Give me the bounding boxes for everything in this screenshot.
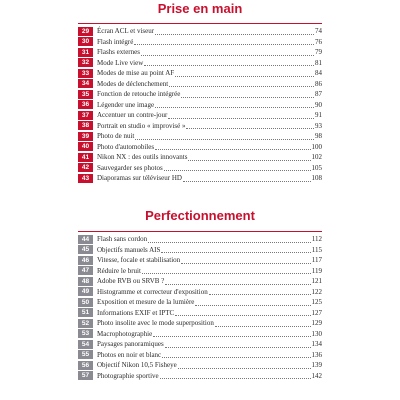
page-number: 112 [311,235,322,244]
dot-leader [164,164,311,171]
dot-leader [188,154,310,161]
chapter-number-badge: 53 [78,329,93,338]
chapter-number-badge: 34 [78,79,93,88]
chapter-title: Sauvegarder ses photos [97,163,163,172]
dot-leader [161,246,310,253]
dot-leader [175,70,314,77]
section-divider [78,23,322,24]
chapter-number-badge: 32 [78,58,93,67]
dot-leader [148,236,311,243]
page-number: 100 [311,142,322,151]
page-number: 129 [311,319,322,328]
chapter-title: Exposition et mesure de la lumière [97,298,195,307]
chapter-title: Photo d'automobiles [97,142,155,151]
dot-leader [153,330,310,337]
chapter-number-badge: 38 [78,121,93,130]
dot-leader [160,372,311,379]
page-number: 105 [311,163,322,172]
toc-entry [78,131,322,142]
chapter-number-badge: 35 [78,90,93,99]
page-number: 115 [311,245,322,254]
toc-entry [78,287,322,298]
chapter-number-badge: 52 [78,319,93,328]
page-number: 91 [315,111,322,120]
toc-entry [78,339,322,350]
toc-entry [78,163,322,174]
toc-entry [78,79,322,90]
chapter-number-badge: 31 [78,48,93,57]
chapter-title: Portrait en studio « improvisé » [97,121,186,130]
chapter-title: Objectifs manuels AIS [97,245,161,254]
chapter-number-badge: 54 [78,340,93,349]
page-number: 74 [315,27,322,36]
dot-leader [186,122,314,129]
dot-leader [141,49,314,56]
dot-leader [165,278,310,285]
chapter-title: Vitesse, focale et stabilisation [97,256,181,265]
chapter-number-badge: 43 [78,174,93,183]
chapter-title: Histogramme et correcteur d'exposition [97,287,208,296]
chapter-number-badge: 44 [78,235,93,244]
chapter-title: Flashs externes [97,48,140,57]
chapter-number-badge: 49 [78,287,93,296]
chapter-number-badge: 41 [78,153,93,162]
section-divider [78,231,322,232]
chapter-number-badge: 29 [78,27,93,36]
chapter-title: Fonction de retouche intégrée [97,90,181,99]
dot-leader [134,38,314,45]
chapter-number-badge: 55 [78,350,93,359]
chapter-number-badge: 57 [78,371,93,380]
chapter-number-badge: 48 [78,277,93,286]
page-number: 119 [311,266,322,275]
dot-leader [155,28,314,35]
page-number: 84 [315,69,322,78]
page-number: 86 [315,79,322,88]
page-number: 87 [315,90,322,99]
dot-leader [181,257,311,264]
page-number: 136 [311,350,322,359]
toc-entry [78,276,322,287]
chapter-number-badge: 56 [78,361,93,370]
dot-leader [155,101,314,108]
toc-entry [78,173,322,184]
page-number: 79 [315,48,322,57]
dot-leader [144,59,314,66]
chapter-number-badge: 39 [78,132,93,141]
page-number: 127 [311,308,322,317]
page-number: 117 [311,256,322,265]
toc-entry [78,245,322,256]
chapter-title: Légender une image [97,100,155,109]
chapter-title: Accentuer un contre-jour [97,111,168,120]
section-title-perfectionnement: Perfectionnement [145,208,255,223]
dot-leader [215,320,311,327]
chapter-title: Nikon NX : des outils innovants [97,153,188,162]
section-title-prise-en-main: Prise en main [157,1,243,16]
dot-leader [209,288,311,295]
page-number: 98 [315,132,322,141]
chapter-number-badge: 45 [78,245,93,254]
toc-entry [78,360,322,371]
toc-entry [78,110,322,121]
page-number: 108 [311,174,322,183]
chapter-title: Photo insolite avec le mode superposition [97,319,214,328]
chapter-title: Mode Live view [97,58,144,67]
dot-leader [183,175,311,182]
dot-leader [178,362,311,369]
chapter-title: Photographie sportive [97,371,159,380]
chapter-number-badge: 37 [78,111,93,120]
page-number: 76 [315,37,322,46]
dot-leader [162,351,310,358]
toc-entry [78,89,322,100]
dot-leader [155,143,310,150]
page-number: 122 [311,287,322,296]
toc-entry [78,58,322,69]
page-number: 134 [311,340,322,349]
toc-entry [78,329,322,340]
chapter-title: Réduire le bruit [97,266,141,275]
chapter-title: Photos en noir et blanc [97,350,162,359]
page-number: 142 [311,371,322,380]
chapter-number-badge: 30 [78,37,93,46]
chapter-title: Flash sans cordon [97,235,148,244]
chapter-number-badge: 36 [78,100,93,109]
toc-entry [78,26,322,37]
chapter-number-badge: 33 [78,69,93,78]
toc-entry [78,255,322,266]
toc-section-prise-en-main [78,23,322,184]
dot-leader [142,267,311,274]
chapter-number-badge: 42 [78,163,93,172]
chapter-title: Diaporamas sur téléviseur HD [97,174,182,183]
page-number: 90 [315,100,322,109]
page-number: 139 [311,361,322,370]
chapter-number-badge: 40 [78,142,93,151]
page-number: 130 [311,329,322,338]
toc-entry [78,318,322,329]
chapter-number-badge: 50 [78,298,93,307]
toc-entry [78,37,322,48]
toc-entry [78,371,322,382]
chapter-title: Informations EXIF et IPTC [97,308,175,317]
dot-leader [169,80,314,87]
chapter-title: Modes de mise au point AF [97,69,175,78]
dot-leader [168,112,314,119]
page-number: 102 [311,153,322,162]
dot-leader [175,309,310,316]
chapter-title: Adobe RVB ou SRVB ? [97,277,165,286]
page-number: 93 [315,121,322,130]
chapter-title: Photo de nuit [97,132,135,141]
toc-entry [78,68,322,79]
chapter-number-badge: 47 [78,266,93,275]
chapter-number-badge: 46 [78,256,93,265]
chapter-title: Paysages panoramiques [97,340,164,349]
toc-entry [78,308,322,319]
chapter-title: Modes de déclenchement [97,79,169,88]
page-number: 81 [315,58,322,67]
toc-entry [78,297,322,308]
dot-leader [181,91,314,98]
chapter-title: Flash intégré [97,37,134,46]
toc-entry [78,234,322,245]
toc-entry [78,142,322,153]
chapter-title: Écran ACL et viseur [97,27,155,36]
dot-leader [135,133,314,140]
dot-leader [165,341,311,348]
page-number: 121 [311,277,322,286]
chapter-title: Macrophotographie [97,329,153,338]
toc-entry [78,100,322,111]
page-number: 125 [311,298,322,307]
toc-entry [78,47,322,58]
toc-entry [78,350,322,361]
toc-entry [78,266,322,277]
toc-entry [78,152,322,163]
toc-entry [78,121,322,132]
chapter-number-badge: 51 [78,308,93,317]
chapter-title: Objectif Nikon 10,5 Fisheye [97,361,177,370]
toc-section-perfectionnement [78,231,322,381]
dot-leader [195,299,310,306]
